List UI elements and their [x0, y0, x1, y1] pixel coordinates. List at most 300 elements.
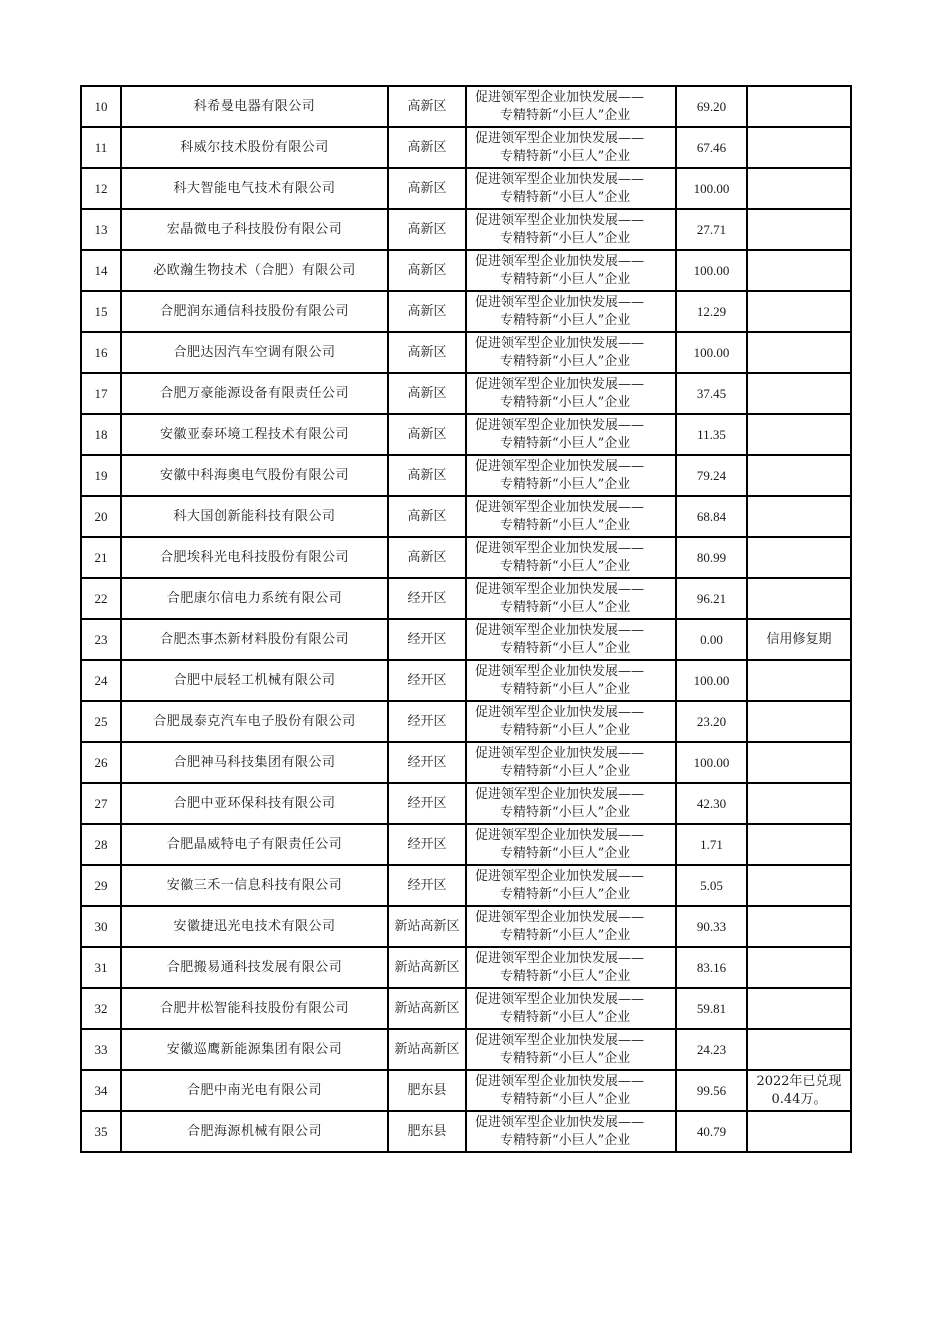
project-line-2: 专精特新“小巨人”企业 — [500, 476, 631, 492]
company-name: 合肥达因汽车空调有限公司 — [173, 344, 336, 360]
company-name: 科大国创新能科技有限公司 — [173, 508, 336, 524]
project-line-1: 促进领军型企业加快发展—— — [475, 89, 645, 105]
row-number: 34 — [94, 1082, 108, 1098]
project-line-2: 专精特新“小巨人”企业 — [500, 107, 631, 123]
company-cell — [121, 701, 388, 742]
table-row — [81, 906, 851, 947]
row-number: 21 — [94, 549, 108, 565]
table-row — [81, 414, 851, 455]
company-name: 合肥晟泰克汽车电子股份有限公司 — [153, 713, 356, 729]
table-row — [81, 209, 851, 250]
remark-cell — [747, 127, 851, 168]
remark-cell — [747, 209, 851, 250]
row-number: 26 — [94, 754, 108, 770]
district: 新站高新区 — [394, 1041, 460, 1057]
project-line-1: 促进领军型企业加快发展—— — [475, 458, 645, 474]
project-line-1: 促进领军型企业加快发展—— — [475, 827, 645, 843]
district: 肥东县 — [407, 1082, 447, 1098]
district-cell — [388, 86, 466, 127]
table-row — [81, 250, 851, 291]
company-cell — [121, 660, 388, 701]
project-cell — [466, 250, 676, 291]
row-number-cell — [81, 332, 121, 373]
project-cell — [466, 906, 676, 947]
amount-cell — [676, 578, 747, 619]
row-number-cell — [81, 988, 121, 1029]
row-number-cell — [81, 619, 121, 660]
district: 高新区 — [407, 303, 447, 319]
company-cell — [121, 414, 388, 455]
table-row — [81, 742, 851, 783]
amount-cell — [676, 988, 747, 1029]
project-line-1: 促进领军型企业加快发展—— — [475, 991, 645, 1007]
project-line-1: 促进领军型企业加快发展—— — [475, 540, 645, 556]
district-cell — [388, 1070, 466, 1111]
amount-cell — [676, 701, 747, 742]
remark-cell — [747, 578, 851, 619]
company-name: 合肥神马科技集团有限公司 — [173, 754, 336, 770]
project-line-2: 专精特新“小巨人”企业 — [500, 517, 631, 533]
remark-cell — [747, 660, 851, 701]
project-line-1: 促进领军型企业加快发展—— — [475, 704, 645, 720]
company-name: 合肥海源机械有限公司 — [186, 1123, 322, 1139]
row-number-cell — [81, 783, 121, 824]
district: 经开区 — [407, 877, 447, 893]
district-cell — [388, 455, 466, 496]
project-line-1: 促进领军型企业加快发展—— — [475, 130, 645, 146]
table-row — [81, 988, 851, 1029]
company-cell — [121, 209, 388, 250]
district-cell — [388, 496, 466, 537]
amount: 23.20 — [696, 713, 727, 729]
project-line-1: 促进领军型企业加快发展—— — [475, 581, 645, 597]
project-cell — [466, 824, 676, 865]
amount: 99.56 — [696, 1082, 727, 1098]
project-line-2: 专精特新“小巨人”企业 — [500, 394, 631, 410]
row-number: 17 — [94, 385, 108, 401]
district-cell — [388, 947, 466, 988]
district: 新站高新区 — [394, 918, 460, 934]
allocation-table — [80, 85, 852, 1153]
company-cell — [121, 86, 388, 127]
amount: 100.00 — [693, 754, 730, 770]
district-cell — [388, 619, 466, 660]
project-line-1: 促进领军型企业加快发展—— — [475, 663, 645, 679]
project-line-2: 专精特新“小巨人”企业 — [500, 681, 631, 697]
amount-cell — [676, 455, 747, 496]
project-line-1: 促进领军型企业加快发展—— — [475, 335, 645, 351]
row-number: 16 — [94, 344, 108, 360]
amount-cell — [676, 742, 747, 783]
table-row — [81, 1111, 851, 1152]
amount: 79.24 — [696, 467, 727, 483]
project-line-1: 促进领军型企业加快发展—— — [475, 868, 645, 884]
project-line-2: 专精特新“小巨人”企业 — [500, 558, 631, 574]
row-number-cell — [81, 742, 121, 783]
company-name: 宏晶微电子科技股份有限公司 — [166, 221, 343, 237]
project-line-1: 促进领军型企业加快发展—— — [475, 212, 645, 228]
district: 经开区 — [407, 672, 447, 688]
district-cell — [388, 701, 466, 742]
row-number-cell — [81, 414, 121, 455]
district-cell — [388, 906, 466, 947]
company-name: 合肥井松智能科技股份有限公司 — [159, 1000, 349, 1016]
amount: 0.00 — [700, 631, 723, 647]
row-number-cell — [81, 496, 121, 537]
project-cell — [466, 537, 676, 578]
district: 经开区 — [407, 754, 447, 770]
amount-cell — [676, 660, 747, 701]
table-row — [81, 537, 851, 578]
amount-cell — [676, 127, 747, 168]
amount: 100.00 — [693, 344, 730, 360]
row-number-cell — [81, 455, 121, 496]
company-name: 科大智能电气技术有限公司 — [173, 180, 336, 196]
table-row — [81, 660, 851, 701]
row-number-cell — [81, 209, 121, 250]
company-cell — [121, 291, 388, 332]
project-line-2: 专精特新“小巨人”企业 — [500, 640, 631, 656]
amount: 59.81 — [696, 1000, 727, 1016]
table-row — [81, 701, 851, 742]
row-number-cell — [81, 947, 121, 988]
row-number: 24 — [94, 672, 108, 688]
district: 经开区 — [407, 713, 447, 729]
row-number-cell — [81, 537, 121, 578]
remark-cell — [747, 947, 851, 988]
project-line-2: 专精特新“小巨人”企业 — [500, 927, 631, 943]
remark-cell — [747, 455, 851, 496]
project-cell — [466, 1111, 676, 1152]
remark-cell — [747, 701, 851, 742]
row-number-cell — [81, 701, 121, 742]
district: 肥东县 — [407, 1123, 447, 1139]
company-cell — [121, 619, 388, 660]
project-cell — [466, 865, 676, 906]
project-cell — [466, 947, 676, 988]
row-number: 14 — [94, 262, 108, 278]
amount: 24.23 — [696, 1041, 727, 1057]
project-cell — [466, 414, 676, 455]
row-number-cell — [81, 250, 121, 291]
amount-cell — [676, 1111, 747, 1152]
district: 高新区 — [407, 262, 447, 278]
remark: 2022年已兑现0.44万。 — [756, 1073, 842, 1107]
table-row — [81, 783, 851, 824]
row-number: 28 — [94, 836, 108, 852]
table-row — [81, 824, 851, 865]
company-cell — [121, 783, 388, 824]
district: 高新区 — [407, 549, 447, 565]
district-cell — [388, 783, 466, 824]
company-name: 合肥康尔信电力系统有限公司 — [166, 590, 343, 606]
amount-cell — [676, 1070, 747, 1111]
amount: 27.71 — [696, 221, 727, 237]
amount: 40.79 — [696, 1123, 727, 1139]
district: 高新区 — [407, 467, 447, 483]
amount-cell — [676, 1029, 747, 1070]
row-number: 11 — [94, 139, 108, 155]
remark-cell — [747, 291, 851, 332]
remark-cell — [747, 988, 851, 1029]
district: 高新区 — [407, 385, 447, 401]
company-cell — [121, 947, 388, 988]
table-row — [81, 373, 851, 414]
row-number: 31 — [94, 959, 108, 975]
district: 高新区 — [407, 221, 447, 237]
company-name: 合肥埃科光电科技股份有限公司 — [159, 549, 349, 565]
project-cell — [466, 701, 676, 742]
company-cell — [121, 373, 388, 414]
row-number: 19 — [94, 467, 108, 483]
project-line-2: 专精特新“小巨人”企业 — [500, 230, 631, 246]
row-number-cell — [81, 1029, 121, 1070]
row-number-cell — [81, 1070, 121, 1111]
remark-cell — [747, 250, 851, 291]
project-cell — [466, 1070, 676, 1111]
table-row — [81, 865, 851, 906]
row-number-cell — [81, 906, 121, 947]
project-line-2: 专精特新“小巨人”企业 — [500, 189, 631, 205]
row-number: 30 — [94, 918, 108, 934]
remark: 信用修复期 — [766, 631, 832, 647]
company-cell — [121, 496, 388, 537]
district: 新站高新区 — [394, 959, 460, 975]
district: 高新区 — [407, 139, 447, 155]
project-cell — [466, 209, 676, 250]
project-line-2: 专精特新“小巨人”企业 — [500, 722, 631, 738]
district: 经开区 — [407, 836, 447, 852]
project-line-1: 促进领军型企业加快发展—— — [475, 909, 645, 925]
amount: 1.71 — [700, 836, 723, 852]
amount-cell — [676, 291, 747, 332]
project-cell — [466, 373, 676, 414]
row-number-cell — [81, 86, 121, 127]
amount-cell — [676, 332, 747, 373]
company-name: 合肥中辰轻工机械有限公司 — [173, 672, 336, 688]
company-cell — [121, 332, 388, 373]
company-cell — [121, 906, 388, 947]
company-name: 安徽亚泰环境工程技术有限公司 — [159, 426, 349, 442]
remark-cell — [747, 824, 851, 865]
project-line-2: 专精特新“小巨人”企业 — [500, 353, 631, 369]
amount-cell — [676, 414, 747, 455]
project-cell — [466, 742, 676, 783]
project-line-1: 促进领军型企业加快发展—— — [475, 1032, 645, 1048]
amount-cell — [676, 496, 747, 537]
table-row — [81, 86, 851, 127]
row-number-cell — [81, 291, 121, 332]
remark-cell — [747, 168, 851, 209]
amount-cell — [676, 209, 747, 250]
company-name: 合肥杰事杰新材料股份有限公司 — [159, 631, 349, 647]
row-number-cell — [81, 865, 121, 906]
remark-cell — [747, 332, 851, 373]
district-cell — [388, 578, 466, 619]
project-line-2: 专精特新“小巨人”企业 — [500, 271, 631, 287]
amount-cell — [676, 250, 747, 291]
project-line-1: 促进领军型企业加快发展—— — [475, 745, 645, 761]
company-name: 安徽捷迅光电技术有限公司 — [173, 918, 336, 934]
project-line-2: 专精特新“小巨人”企业 — [500, 599, 631, 615]
district-cell — [388, 209, 466, 250]
amount-cell — [676, 537, 747, 578]
amount: 69.20 — [696, 98, 727, 114]
project-cell — [466, 1029, 676, 1070]
row-number-cell — [81, 824, 121, 865]
project-cell — [466, 783, 676, 824]
company-name: 科威尔技术股份有限公司 — [180, 139, 329, 155]
table-row — [81, 496, 851, 537]
row-number-cell — [81, 578, 121, 619]
remark-cell — [747, 619, 851, 660]
company-cell — [121, 824, 388, 865]
amount-cell — [676, 824, 747, 865]
company-cell — [121, 455, 388, 496]
amount-cell — [676, 86, 747, 127]
district-cell — [388, 1029, 466, 1070]
table-row — [81, 291, 851, 332]
amount: 42.30 — [696, 795, 727, 811]
district-cell — [388, 865, 466, 906]
project-line-1: 促进领军型企业加快发展—— — [475, 499, 645, 515]
remark-cell — [747, 1070, 851, 1111]
district-cell — [388, 742, 466, 783]
project-line-2: 专精特新“小巨人”企业 — [500, 435, 631, 451]
project-cell — [466, 168, 676, 209]
project-line-1: 促进领军型企业加快发展—— — [475, 1114, 645, 1130]
district-cell — [388, 1111, 466, 1152]
table-row — [81, 1070, 851, 1111]
remark-cell — [747, 906, 851, 947]
amount: 68.84 — [696, 508, 727, 524]
row-number: 33 — [94, 1041, 108, 1057]
amount-cell — [676, 619, 747, 660]
district-cell — [388, 988, 466, 1029]
project-line-1: 促进领军型企业加快发展—— — [475, 376, 645, 392]
company-cell — [121, 578, 388, 619]
row-number: 25 — [94, 713, 108, 729]
district-cell — [388, 127, 466, 168]
company-cell — [121, 988, 388, 1029]
company-name: 合肥中亚环保科技有限公司 — [173, 795, 336, 811]
project-cell — [466, 127, 676, 168]
amount: 100.00 — [693, 262, 730, 278]
remark-cell — [747, 496, 851, 537]
district: 经开区 — [407, 590, 447, 606]
amount-cell — [676, 865, 747, 906]
table-body — [81, 86, 851, 1152]
amount: 12.29 — [696, 303, 727, 319]
project-line-2: 专精特新“小巨人”企业 — [500, 1009, 631, 1025]
remark-cell — [747, 1111, 851, 1152]
project-line-2: 专精特新“小巨人”企业 — [500, 804, 631, 820]
project-cell — [466, 660, 676, 701]
company-cell — [121, 1070, 388, 1111]
project-line-2: 专精特新“小巨人”企业 — [500, 763, 631, 779]
company-cell — [121, 537, 388, 578]
company-cell — [121, 250, 388, 291]
project-line-2: 专精特新“小巨人”企业 — [500, 1050, 631, 1066]
row-number-cell — [81, 168, 121, 209]
company-name: 合肥润东通信科技股份有限公司 — [159, 303, 349, 319]
district-cell — [388, 291, 466, 332]
amount: 83.16 — [696, 959, 727, 975]
company-cell — [121, 1111, 388, 1152]
company-name: 合肥中南光电有限公司 — [186, 1082, 322, 1098]
company-name: 科希曼电器有限公司 — [193, 98, 316, 114]
company-name: 合肥万豪能源设备有限责任公司 — [159, 385, 349, 401]
table-row — [81, 1029, 851, 1070]
row-number: 22 — [94, 590, 108, 606]
remark-cell — [747, 783, 851, 824]
remark-cell — [747, 86, 851, 127]
table-row — [81, 127, 851, 168]
row-number: 35 — [94, 1123, 108, 1139]
project-line-1: 促进领军型企业加快发展—— — [475, 171, 645, 187]
project-line-1: 促进领军型企业加快发展—— — [475, 417, 645, 433]
company-cell — [121, 742, 388, 783]
row-number: 27 — [94, 795, 108, 811]
amount: 80.99 — [696, 549, 727, 565]
amount-cell — [676, 906, 747, 947]
table-row — [81, 578, 851, 619]
project-cell — [466, 619, 676, 660]
remark-cell — [747, 742, 851, 783]
district: 新站高新区 — [394, 1000, 460, 1016]
amount: 100.00 — [693, 180, 730, 196]
project-cell — [466, 332, 676, 373]
project-cell — [466, 496, 676, 537]
amount: 100.00 — [693, 672, 730, 688]
project-line-2: 专精特新“小巨人”企业 — [500, 1132, 631, 1148]
district-cell — [388, 332, 466, 373]
project-cell — [466, 291, 676, 332]
row-number: 15 — [94, 303, 108, 319]
project-line-2: 专精特新“小巨人”企业 — [500, 312, 631, 328]
project-line-1: 促进领军型企业加快发展—— — [475, 253, 645, 269]
company-cell — [121, 1029, 388, 1070]
row-number: 13 — [94, 221, 108, 237]
district: 高新区 — [407, 180, 447, 196]
table-row — [81, 947, 851, 988]
district-cell — [388, 824, 466, 865]
amount-cell — [676, 783, 747, 824]
project-cell — [466, 455, 676, 496]
row-number-cell — [81, 373, 121, 414]
row-number: 12 — [94, 180, 108, 196]
district-cell — [388, 373, 466, 414]
table-row — [81, 332, 851, 373]
amount-cell — [676, 373, 747, 414]
project-line-2: 专精特新“小巨人”企业 — [500, 148, 631, 164]
remark-cell — [747, 865, 851, 906]
amount: 96.21 — [696, 590, 727, 606]
table-row — [81, 619, 851, 660]
row-number: 32 — [94, 1000, 108, 1016]
district-cell — [388, 168, 466, 209]
amount-cell — [676, 947, 747, 988]
remark-cell — [747, 537, 851, 578]
company-name: 安徽巡鹰新能源集团有限公司 — [166, 1041, 343, 1057]
district: 高新区 — [407, 508, 447, 524]
amount: 67.46 — [696, 139, 727, 155]
district: 高新区 — [407, 98, 447, 114]
table-row — [81, 168, 851, 209]
project-line-2: 专精特新“小巨人”企业 — [500, 968, 631, 984]
amount-cell — [676, 168, 747, 209]
row-number: 10 — [94, 98, 108, 114]
